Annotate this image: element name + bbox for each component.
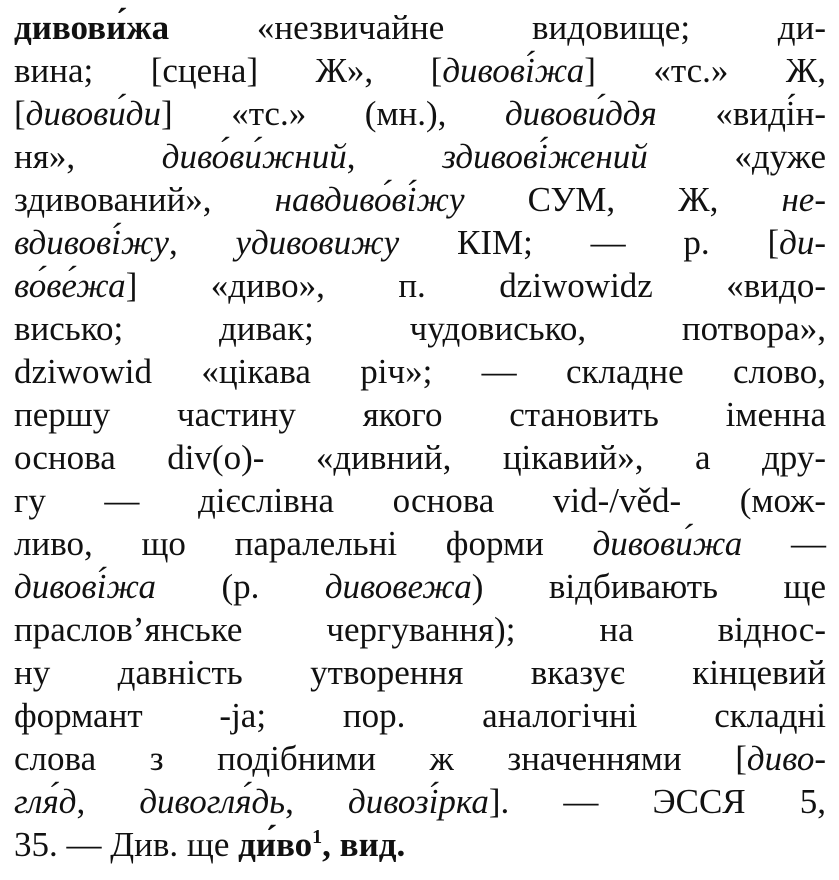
plain-text: — xyxy=(742,524,827,563)
entry-line xyxy=(14,92,826,135)
italic-form-text: диво- xyxy=(746,739,826,778)
plain-text: , xyxy=(76,782,140,821)
plain-text: основа div(o)- «дивний, цікавий», а дру- xyxy=(14,438,826,477)
entry-line xyxy=(14,6,826,49)
italic-form-text: гля́д xyxy=(14,782,77,821)
italic-form-text: дивогля́дь xyxy=(139,782,286,821)
headword-text: ди́во xyxy=(238,825,313,864)
plain-text: здивований», xyxy=(14,180,275,219)
plain-text: [ xyxy=(14,94,26,133)
plain-text: гу — дієслівна основа vid-/věd- (мож- xyxy=(14,481,826,520)
plain-text: ) відбивають ще xyxy=(471,567,826,606)
italic-form-text: здивові́жений xyxy=(442,137,648,176)
entry-line xyxy=(14,135,826,178)
entry-line xyxy=(14,350,826,393)
plain-text: ня», xyxy=(14,137,162,176)
italic-form-text: дивови́ди xyxy=(25,94,161,133)
dictionary-entry xyxy=(14,6,826,866)
plain-text: 35. — Див. ще xyxy=(14,825,239,864)
entry-line xyxy=(14,565,826,608)
entry-line xyxy=(14,479,826,522)
entry-line xyxy=(14,264,826,307)
plain-text: формант -ja; пор. аналогічні складні xyxy=(14,696,826,735)
plain-text: ] «тс.» (мн.), xyxy=(161,94,505,133)
entry-line xyxy=(14,651,826,694)
italic-form-text: дивовежа xyxy=(324,567,472,606)
entry-line xyxy=(14,221,826,264)
plain-text: ]. — ЭССЯ 5, xyxy=(488,782,827,821)
entry-line xyxy=(14,307,826,350)
italic-form-text: во́ве́жа xyxy=(14,266,126,305)
plain-text: слова з подібними ж значеннями [ xyxy=(14,739,747,778)
plain-text: праслов’янське чергування); на віднос- xyxy=(14,610,826,649)
plain-text: ливо, що паралельні форми xyxy=(14,524,593,563)
italic-form-text: дивови́жа xyxy=(592,524,743,563)
italic-form-text: дивови́ддя xyxy=(504,94,657,133)
plain-text: «виді́н- xyxy=(656,94,826,133)
italic-form-text: не- xyxy=(781,180,826,219)
plain-text: «незвичайне видовище; ди- xyxy=(169,8,826,47)
italic-form-text: диво́ви́жний xyxy=(161,137,347,176)
italic-form-text: дивові́жа xyxy=(14,567,156,606)
entry-line xyxy=(14,522,826,565)
headword-text: дивови́жа xyxy=(14,8,170,47)
italic-form-text: удивовижу xyxy=(235,223,400,262)
plain-text: (р. xyxy=(155,567,325,606)
entry-line xyxy=(14,694,826,737)
italic-form-text: вдивові́жу xyxy=(14,223,169,262)
plain-text: , xyxy=(285,782,348,821)
entry-line xyxy=(14,608,826,651)
entry-line xyxy=(14,737,826,780)
entry-line xyxy=(14,178,826,221)
plain-text: , xyxy=(168,223,236,262)
plain-text: КІМ; — р. [ xyxy=(399,223,780,262)
italic-form-text: дивові́жа xyxy=(442,51,585,90)
entry-line xyxy=(14,436,826,479)
plain-text: першу частину якого становить іменна xyxy=(14,395,826,434)
entry-line xyxy=(14,780,826,823)
italic-form-text: навдиво́ві́жу xyxy=(274,180,465,219)
plain-text: СУМ, Ж, xyxy=(464,180,782,219)
plain-text: «дуже xyxy=(647,137,826,176)
plain-text: вина; [сцена] Ж», [ xyxy=(14,51,443,90)
plain-text: ] «тс.» Ж, xyxy=(584,51,826,90)
plain-text: dziwowid «цікава річ»; — складне слово, xyxy=(14,352,826,391)
plain-text: ] «диво», п. dziwowidz «видо- xyxy=(125,266,826,305)
headword-text: , вид. xyxy=(322,825,406,864)
plain-text: , xyxy=(346,137,443,176)
entry-line xyxy=(14,49,826,92)
entry-line xyxy=(14,393,826,436)
italic-form-text: дивозі́рка xyxy=(347,782,489,821)
superscript-index: 1 xyxy=(312,826,323,848)
entry-line xyxy=(14,823,826,866)
italic-form-text: ди- xyxy=(779,223,826,262)
plain-text: ну давність утворення вказує кінцевий xyxy=(14,653,826,692)
plain-text: висько; дивак; чудовисько, потвора», xyxy=(14,309,826,348)
